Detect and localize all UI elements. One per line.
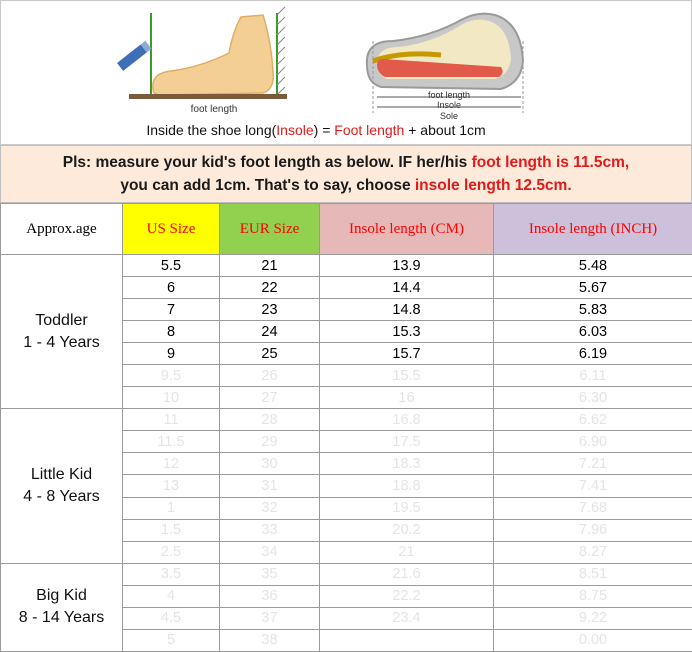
- eur-size-cell: 38: [220, 629, 320, 651]
- right-sole-label: Sole: [439, 111, 459, 121]
- eur-size-cell: 25: [220, 343, 320, 365]
- table-row: [1, 409, 692, 431]
- insole-inch-cell: 6.30: [494, 387, 692, 409]
- age-group-cell: [1, 563, 123, 651]
- age-group-range: 8 - 14 Years: [18, 609, 105, 627]
- eur-size-cell: 33: [220, 519, 320, 541]
- insole-cm-cell: 18.3: [320, 453, 494, 475]
- left-foot-length-label: foot length: [190, 104, 238, 115]
- table-header-row: [1, 204, 692, 255]
- age-group-name: Little Kid: [30, 465, 93, 483]
- right-shoe-diagram: [367, 14, 523, 121]
- caption-part1: Inside the shoe long(: [146, 122, 277, 138]
- insole-inch-cell: 5.67: [494, 277, 692, 299]
- us-size-cell: 9: [123, 343, 220, 365]
- insole-cm-cell: 20.2: [320, 519, 494, 541]
- age-group-name: Big Kid: [36, 587, 87, 605]
- age-group-cell: [1, 255, 123, 409]
- notice-line2-highlight: insole length 12.5cm.: [414, 177, 572, 194]
- caption-insole: Insole: [276, 122, 314, 138]
- size-table: [0, 203, 692, 652]
- header-eur-size: EUR Size: [220, 204, 320, 255]
- age-group-range: 4 - 8 Years: [23, 487, 100, 505]
- insole-cm-cell: 15.7: [320, 343, 494, 365]
- us-size-cell: 5.5: [123, 255, 220, 277]
- insole-cm-cell: 18.8: [320, 475, 494, 497]
- insole-cm-cell: 16: [320, 387, 494, 409]
- us-size-cell: 6: [123, 277, 220, 299]
- measure-notice: [0, 145, 692, 203]
- table-row: [1, 563, 692, 585]
- insole-inch-cell: 7.96: [494, 519, 692, 541]
- insole-inch-cell: 7.68: [494, 497, 692, 519]
- eur-size-cell: 32: [220, 497, 320, 519]
- eur-size-cell: 21: [220, 255, 320, 277]
- illustration-panel: [0, 0, 692, 145]
- eur-size-cell: 27: [220, 387, 320, 409]
- insole-inch-cell: 6.03: [494, 321, 692, 343]
- us-size-cell: 12: [123, 453, 220, 475]
- insole-caption: [1, 122, 631, 138]
- insole-cm-cell: 13.9: [320, 255, 494, 277]
- notice-line1-text: Pls: measure your kid's foot length as below. IF her/his: [62, 154, 472, 171]
- eur-size-cell: 36: [220, 585, 320, 607]
- us-size-cell: 8: [123, 321, 220, 343]
- table-row: [1, 255, 692, 277]
- us-size-cell: 13: [123, 475, 220, 497]
- notice-line-1: [1, 151, 691, 174]
- insole-cm-cell: 21.6: [320, 563, 494, 585]
- eur-size-cell: 31: [220, 475, 320, 497]
- insole-cm-cell: 16.8: [320, 409, 494, 431]
- insole-cm-cell: 22.2: [320, 585, 494, 607]
- us-size-cell: 5: [123, 629, 220, 651]
- right-insole-label: Insole: [436, 100, 462, 110]
- us-size-cell: 7: [123, 299, 220, 321]
- age-group-name: Toddler: [35, 311, 88, 329]
- left-foot-diagram: [117, 7, 287, 115]
- right-foot-length-label: foot length: [427, 90, 471, 100]
- eur-size-cell: 24: [220, 321, 320, 343]
- eur-size-cell: 28: [220, 409, 320, 431]
- insole-inch-cell: 6.19: [494, 343, 692, 365]
- notice-line1-highlight: foot length is 11.5cm,: [471, 154, 630, 171]
- us-size-cell: 11: [123, 409, 220, 431]
- eur-size-cell: 30: [220, 453, 320, 475]
- insole-cm-cell: 19.5: [320, 497, 494, 519]
- us-size-cell: 2.5: [123, 541, 220, 563]
- age-group-range: 1 - 4 Years: [23, 333, 100, 351]
- us-size-cell: 4: [123, 585, 220, 607]
- insole-inch-cell: 0.00: [494, 629, 692, 651]
- eur-size-cell: 37: [220, 607, 320, 629]
- us-size-cell: 9.5: [123, 365, 220, 387]
- eur-size-cell: 23: [220, 299, 320, 321]
- insole-cm-cell: 15.3: [320, 321, 494, 343]
- us-size-cell: 1: [123, 497, 220, 519]
- insole-inch-cell: 9.22: [494, 607, 692, 629]
- eur-size-cell: 35: [220, 563, 320, 585]
- eur-size-cell: 29: [220, 431, 320, 453]
- header-insole-inch: Insole length (INCH): [494, 204, 692, 255]
- insole-inch-cell: 8.51: [494, 563, 692, 585]
- header-insole-cm: Insole length (CM): [320, 204, 494, 255]
- notice-line-2: [1, 174, 691, 197]
- us-size-cell: 4.5: [123, 607, 220, 629]
- insole-cm-cell: 15.5: [320, 365, 494, 387]
- insole-inch-cell: 8.27: [494, 541, 692, 563]
- insole-inch-cell: 6.11: [494, 365, 692, 387]
- us-size-cell: 11.5: [123, 431, 220, 453]
- age-group-cell: [1, 409, 123, 563]
- eur-size-cell: 34: [220, 541, 320, 563]
- header-us-size: US Size: [123, 204, 220, 255]
- insole-inch-cell: 8.75: [494, 585, 692, 607]
- insole-inch-cell: 5.83: [494, 299, 692, 321]
- us-size-cell: 1.5: [123, 519, 220, 541]
- insole-cm-cell: [320, 629, 494, 651]
- insole-cm-cell: 14.4: [320, 277, 494, 299]
- insole-cm-cell: 17.5: [320, 431, 494, 453]
- us-size-cell: 3.5: [123, 563, 220, 585]
- insole-inch-cell: 6.90: [494, 431, 692, 453]
- caption-part5: + about 1cm: [404, 122, 486, 138]
- us-size-cell: 10: [123, 387, 220, 409]
- notice-line2-text: you can add 1cm. That's to say, choose: [120, 177, 415, 194]
- insole-cm-cell: 21: [320, 541, 494, 563]
- insole-inch-cell: 7.21: [494, 453, 692, 475]
- caption-part3: ) =: [313, 122, 335, 138]
- insole-cm-cell: 14.8: [320, 299, 494, 321]
- caption-foot-length: Foot length: [334, 122, 405, 138]
- header-age: Approx.age: [1, 204, 123, 255]
- insole-inch-cell: 7.41: [494, 475, 692, 497]
- table-body: [1, 255, 692, 652]
- insole-cm-cell: 23.4: [320, 607, 494, 629]
- insole-inch-cell: 5.48: [494, 255, 692, 277]
- insole-inch-cell: 6.62: [494, 409, 692, 431]
- eur-size-cell: 22: [220, 277, 320, 299]
- eur-size-cell: 26: [220, 365, 320, 387]
